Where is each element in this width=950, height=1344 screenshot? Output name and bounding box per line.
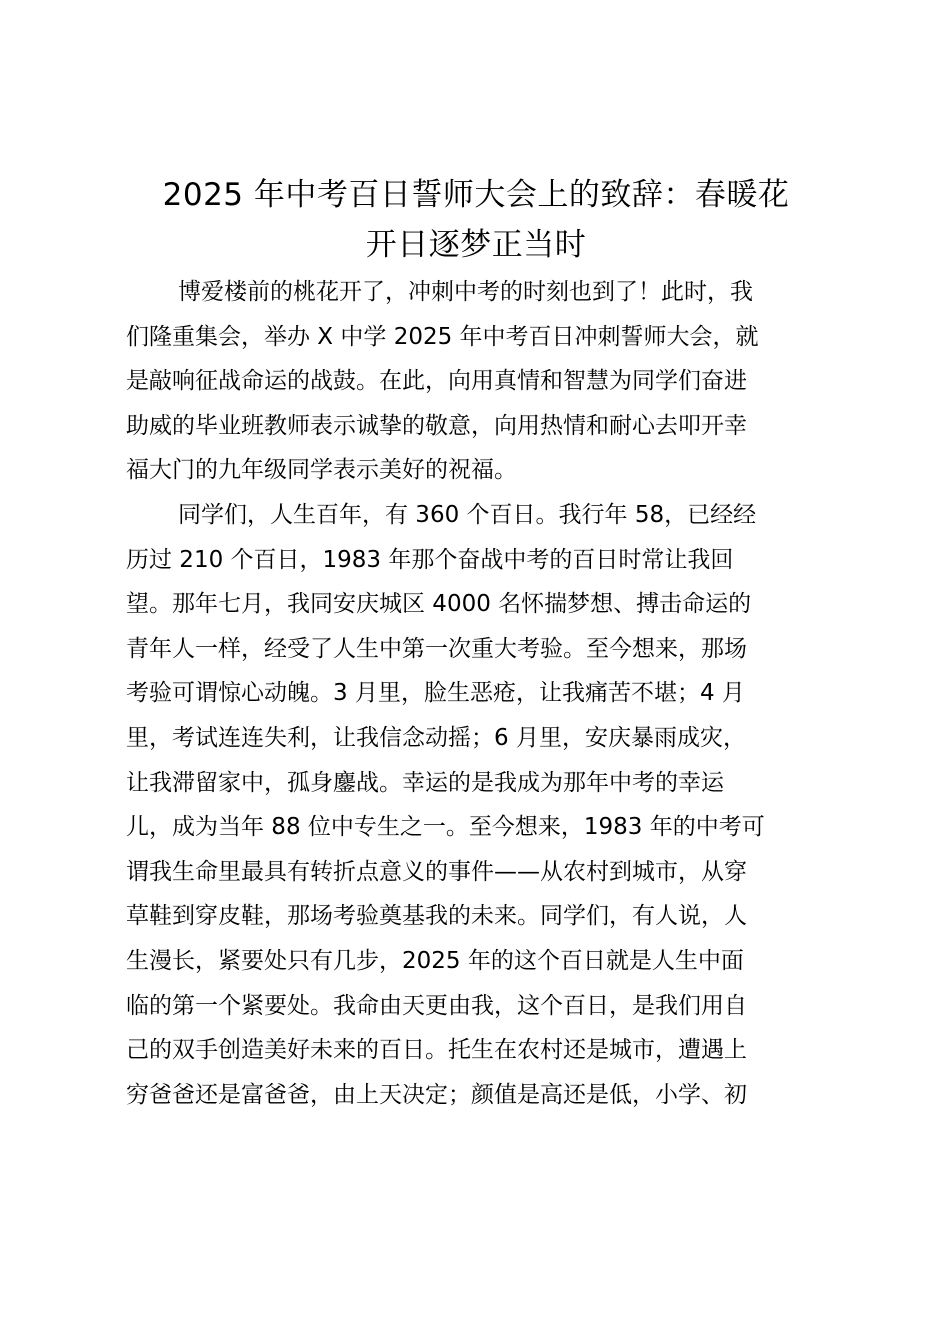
paragraph-line: 历过 210 个百日，1983 年那个奋战中考的百日时常让我回 <box>126 546 734 573</box>
paragraph-line: 望。那年七月，我同安庆城区 4000 名怀揣梦想、搏击命运的 <box>126 591 752 618</box>
paragraph-line: 里，考试连连失利，让我信念动摇；6 月里，安庆暴雨成灾， <box>126 724 746 751</box>
document-title <box>126 170 826 270</box>
paragraph-line: 同学们，人生百年，有 360 个百日。我行年 58，已经经 <box>178 501 757 528</box>
paragraph-line: 穷爸爸还是富爸爸，由上天决定；颜值是高还是低，小学、初 <box>126 1081 747 1108</box>
paragraph-line: 儿，成为当年 88 位中专生之一。至今想来，1983 年的中考可 <box>126 814 765 841</box>
paragraph-line: 博爱楼前的桃花开了，冲刺中考的时刻也到了！此时，我 <box>178 279 753 305</box>
paragraph-line: 考验可谓惊心动魄。3 月里，脸生恶疮，让我痛苦不堪；4 月 <box>126 680 745 707</box>
paragraph-line: 让我滞留家中，孤身鏖战。幸运的是我成为那年中考的幸运 <box>126 769 724 796</box>
paragraph-line: 草鞋到穿皮鞋，那场考验奠基我的未来。同学们，有人说，人 <box>126 903 747 930</box>
paragraph-line: 临的第一个紧要处。我命由天更由我，这个百日，是我们用自 <box>126 992 747 1019</box>
title-line: 2025 年中考百日誓师大会上的致辞：春暖花 <box>162 177 790 213</box>
paragraph-line: 青年人一样，经受了人生中第一次重大考验。至今想来，那场 <box>126 635 747 662</box>
title-line: 开日逐梦正当时 <box>365 227 587 263</box>
paragraph-line: 们隆重集会，举办 X 中学 2025 年中考百日冲刺誓师大会，就 <box>126 323 759 350</box>
paragraph-line: 生漫长，紧要处只有几步，2025 年的这个百日就是人生中面 <box>126 947 744 974</box>
paragraph-line: 是敲响征战命运的战鼓。在此，向用真情和智慧为同学们奋进 <box>126 368 747 395</box>
paragraph-1 <box>126 270 826 493</box>
paragraph-line: 谓我生命里最具有转折点意义的事件——从农村到城市，从穿 <box>126 858 747 885</box>
document-page <box>126 170 826 1117</box>
paragraph-2 <box>126 493 826 1117</box>
paragraph-line: 福大门的九年级同学表示美好的祝福。 <box>126 457 517 484</box>
paragraph-line: 己的双手创造美好未来的百日。托生在农村还是城市，遭遇上 <box>126 1037 747 1064</box>
paragraph-line: 助威的毕业班教师表示诚挚的敬意，向用热情和耐心去叩开幸 <box>126 412 747 439</box>
